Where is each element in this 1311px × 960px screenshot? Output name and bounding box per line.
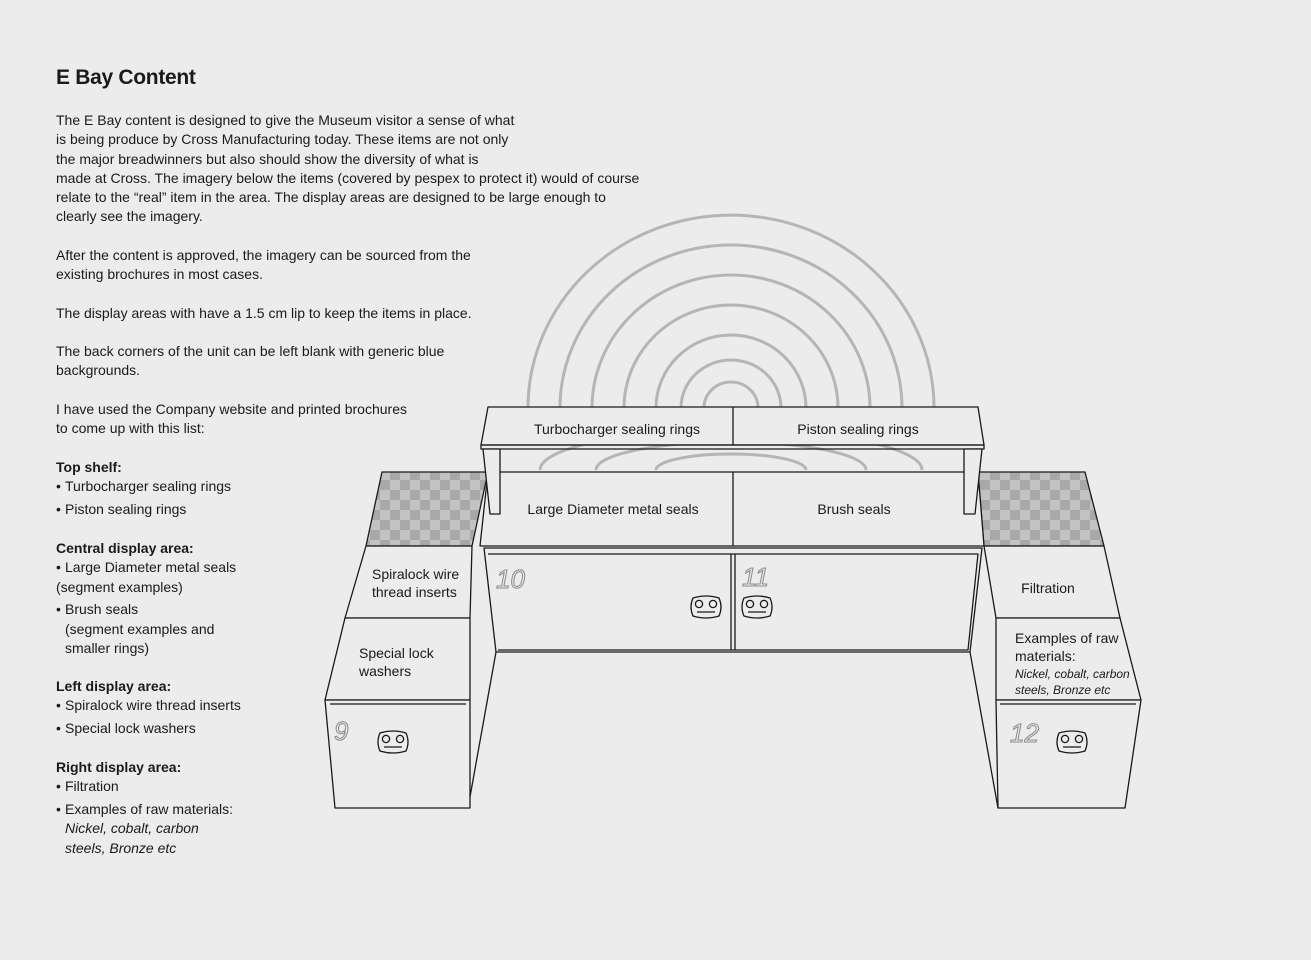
label-lock-washers-2: washers <box>359 663 412 679</box>
central-display-list <box>56 539 286 662</box>
right-cabinet <box>996 700 1141 808</box>
label-spiralock-1: Spiralock wire <box>372 566 460 582</box>
ring-arc <box>681 360 781 408</box>
intro-paragraph: The E Bay content is designed to give the Museum visitor a sense of what is being produce by Cross Manufacturing today. These items are not only the major breadwinners but also should show the diversity of what is made at Cross. The imagery below the items (covered by pespex to protect it) would of course relate to the “real” item in the area. The display areas are designed to be large enough to clearly see the imagery. <box>56 112 640 225</box>
approval-paragraph: After the content is approved, the imagery can be sourced from the existing brochures in most cases. <box>56 247 471 283</box>
label-spiralock-2: thread inserts <box>372 584 457 600</box>
ring-arc-lower <box>656 454 806 470</box>
right-heading: Right display area: <box>56 759 182 775</box>
label-piston: Piston sealing rings <box>797 421 919 437</box>
label-brush-seals: Brush seals <box>817 501 891 517</box>
handle-icon[interactable] <box>742 596 772 618</box>
back-left-checker-panel <box>366 472 488 546</box>
label-turbocharger: Turbocharger sealing rings <box>533 421 701 437</box>
label-raw-materials-2: materials: <box>1015 648 1076 664</box>
back-right-checker-panel <box>978 472 1104 546</box>
lip-paragraph: The display areas with have a 1.5 cm lip to keep the items in place. <box>56 305 472 321</box>
label-raw-materials-3: Nickel, cobalt, carbon <box>1015 667 1130 681</box>
cabinet-number-10: 10 <box>496 564 525 594</box>
list-item: • Turbocharger sealing rings <box>56 478 232 494</box>
label-raw-materials-4: steels, Bronze etc <box>1015 683 1111 697</box>
label-raw-materials-1: Examples of raw <box>1015 630 1119 646</box>
cabinet-number-12: 12 <box>1010 718 1039 748</box>
list-item: • Brush seals (segment examples and smaller rings) <box>56 601 215 656</box>
ring-arc <box>592 275 870 408</box>
list-item: • Special lock washers <box>56 719 196 736</box>
label-lock-washers-1: Special lock <box>359 645 434 661</box>
top-shelf-heading: Top shelf: <box>56 459 122 475</box>
central-heading: Central display area: <box>56 540 194 556</box>
list-item: • Filtration <box>56 778 119 794</box>
right-display-list <box>56 758 233 861</box>
corners-paragraph: The back corners of the unit can be left blank with generic blue backgrounds. <box>56 343 445 379</box>
left-heading: Left display area: <box>56 678 172 694</box>
list-item: • Spiralock wire thread inserts <box>56 697 241 713</box>
list-item: • Examples of raw materials: Nickel, cobalt, carbon steels, Bronze etc <box>56 800 234 856</box>
label-filtration: Filtration <box>1021 580 1075 596</box>
ring-arc <box>656 335 806 408</box>
central-cabinet <box>484 548 982 652</box>
ring-arc <box>704 382 758 408</box>
ring-arc <box>560 245 902 408</box>
ring-arc-lower <box>596 442 866 470</box>
handle-icon[interactable] <box>691 596 721 618</box>
cabinet-number-11: 11 <box>742 562 769 592</box>
left-display-list <box>56 677 241 741</box>
label-large-diameter: Large Diameter metal seals <box>527 501 699 517</box>
left-upper-display <box>345 546 472 618</box>
sources-paragraph: I have used the Company website and printed brochures to come up with this list: <box>56 401 407 437</box>
list-item: • Piston sealing rings <box>56 500 187 517</box>
cabinet-number-9: 9 <box>334 716 349 746</box>
page-title: E Bay Content <box>56 66 196 89</box>
list-item: • Large Diameter metal seals (segment examples) <box>56 559 237 595</box>
top-shelf-list <box>56 458 231 522</box>
